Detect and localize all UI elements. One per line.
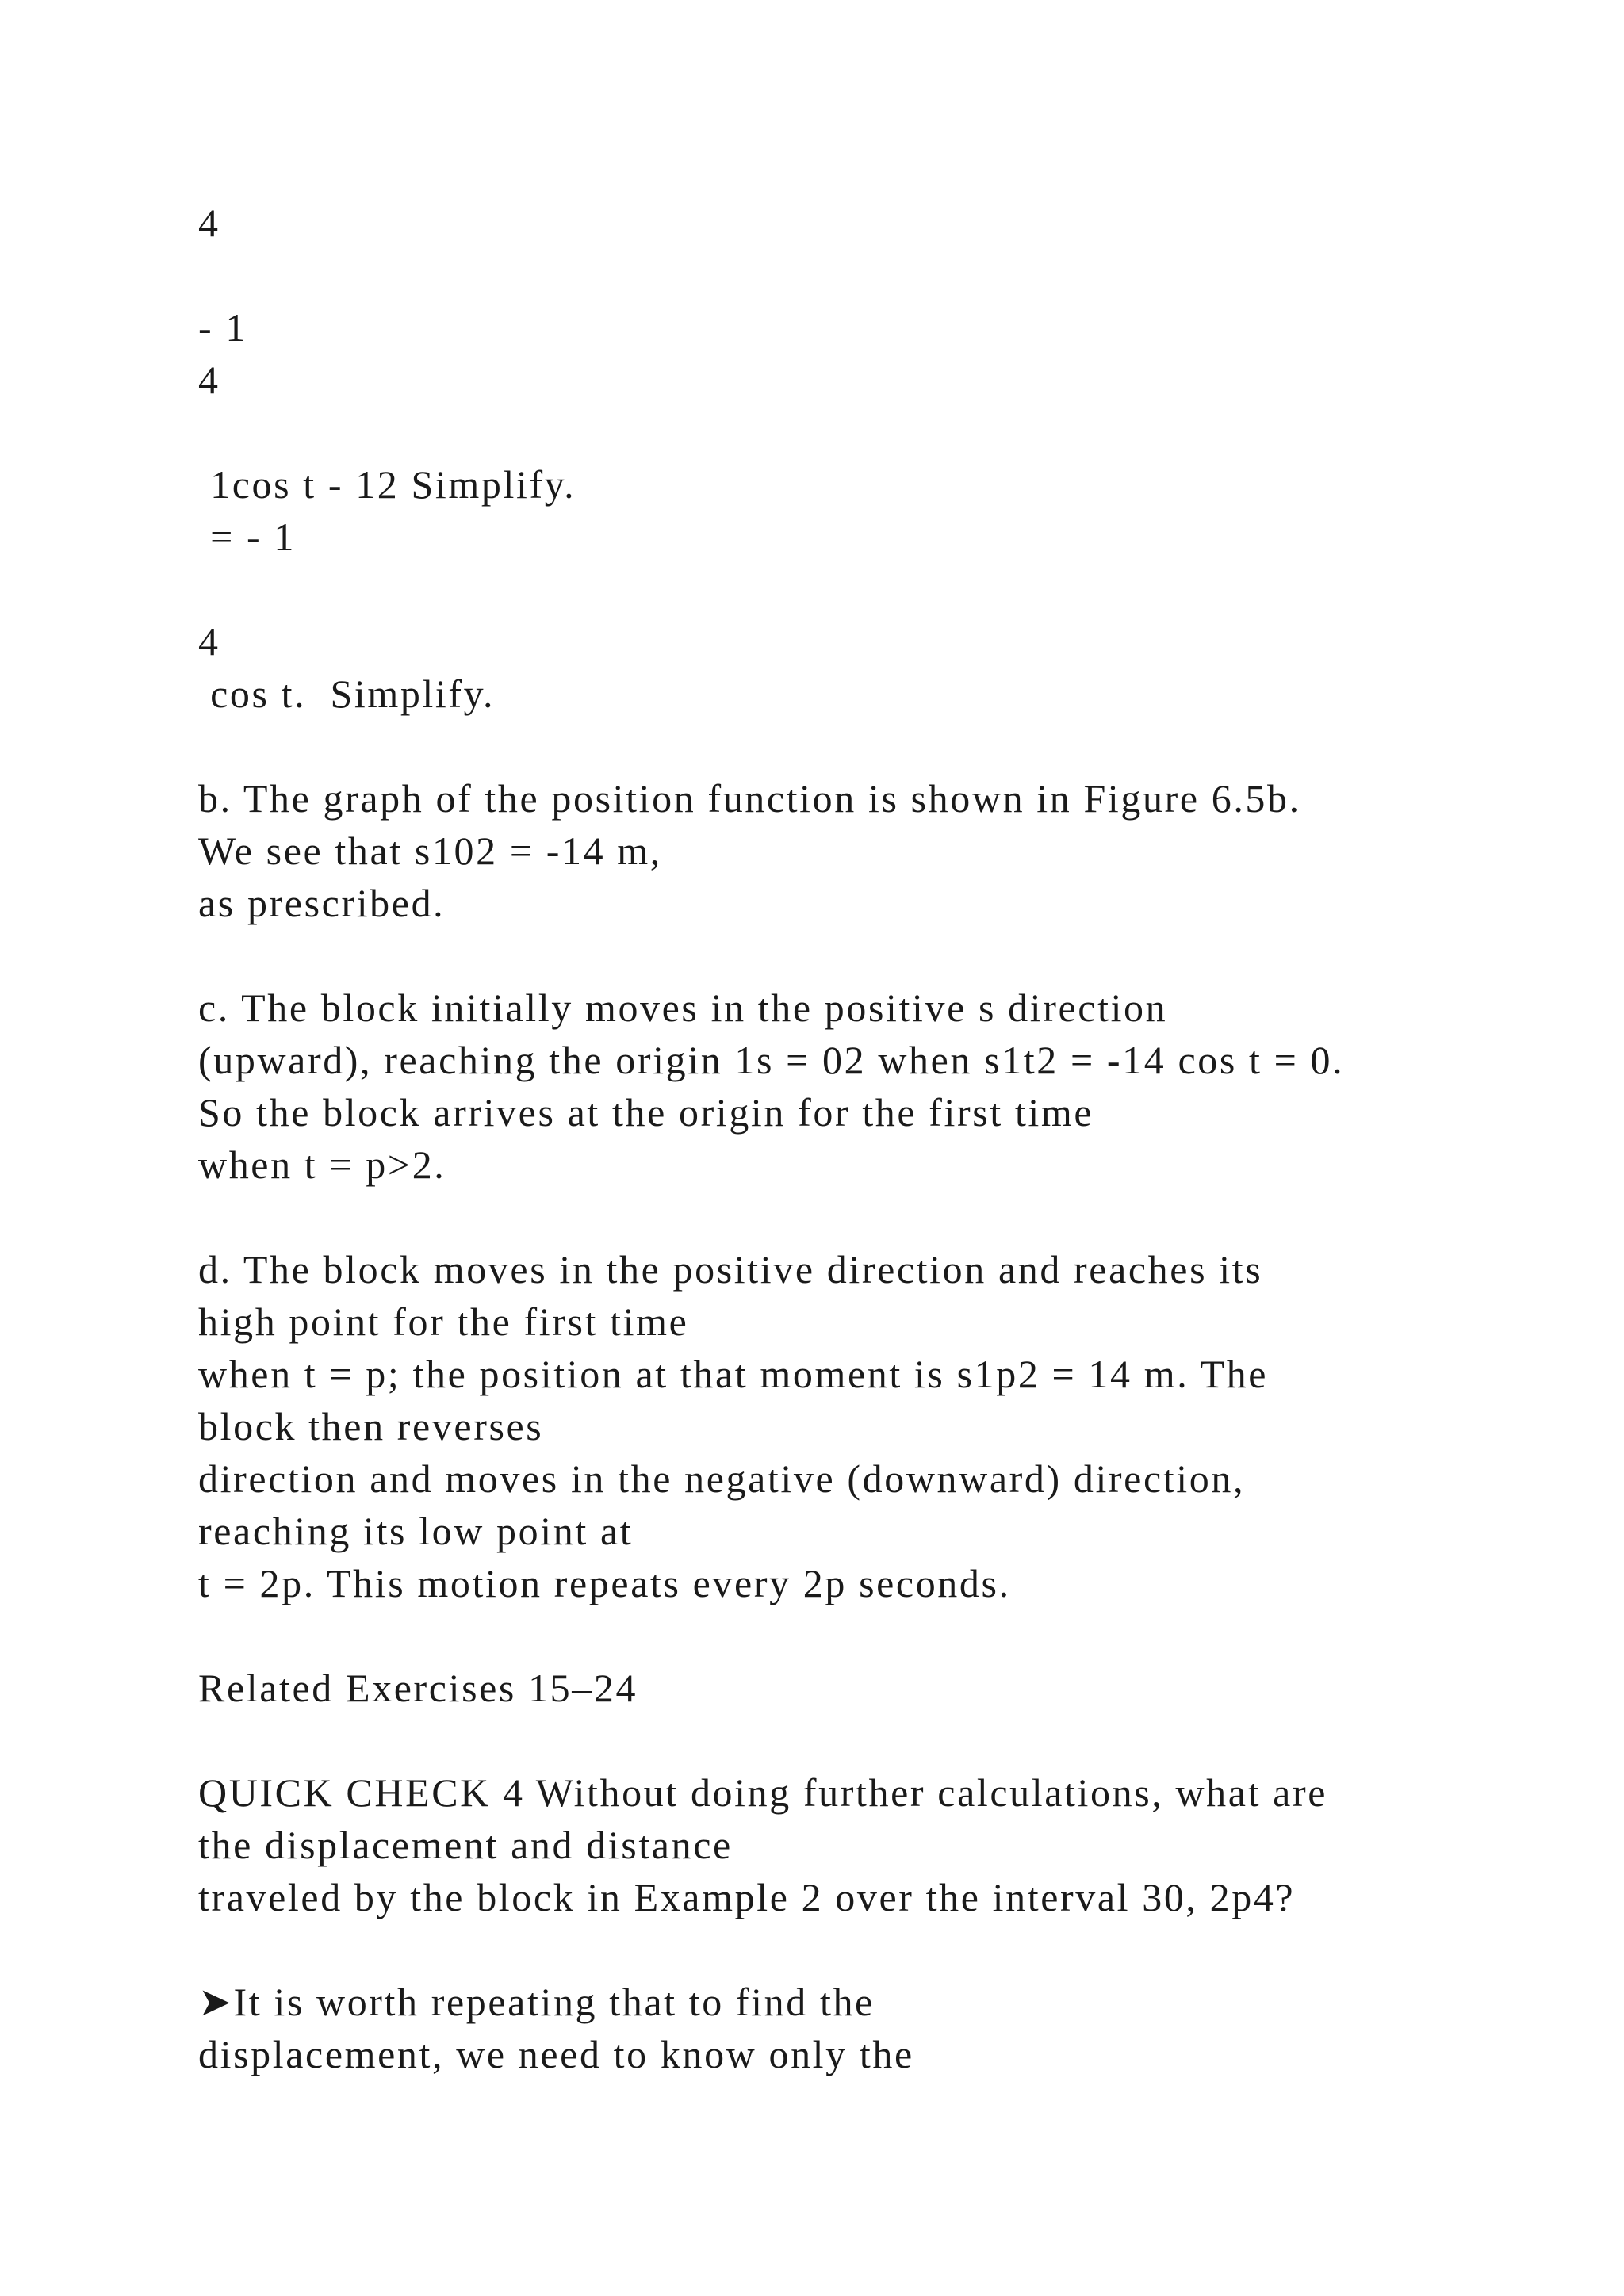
text-line: cos t. Simplify. [198,672,496,716]
text-line: reaching its low point at [198,1509,634,1553]
text-line: So the block arrives at the origin for the first time [198,1090,1094,1135]
text-line: ➤It is worth repeating that to find the [198,1980,875,2024]
text-line: traveled by the block in Example 2 over the interval 30, 2p4? [198,1875,1296,1919]
text-line: b. The graph of the position function is shown in Figure 6.5b. [198,776,1301,821]
text-line: 4 [198,358,220,402]
text-line: direction and moves in the negative (downward) direction, [198,1456,1246,1501]
text-line: block then reverses [198,1404,544,1448]
text-line: t = 2p. This motion repeats every 2p seconds. [198,1561,1011,1605]
text-line: 1cos t - 12 Simplify. [198,462,576,507]
text-line: QUICK CHECK 4 Without doing further calculations, what are [198,1770,1327,1815]
text-line: high point for the first time [198,1299,689,1344]
text-line: We see that s102 = -14 m, [198,828,662,873]
text-line: the displacement and distance [198,1823,733,1867]
text-line: = - 1 [198,515,296,559]
text-line: 4 [198,619,220,664]
text-line: 4 [198,201,220,245]
text-line: Related Exercises 15–24 [198,1666,638,1710]
text-line: when t = p>2. [198,1142,446,1187]
text-line: d. The block moves in the positive direction and reaches its [198,1247,1263,1292]
text-line: c. The block initially moves in the positive s direction [198,985,1168,1030]
text-line: (upward), reaching the origin 1s = 02 when s1t2 = -14 cos t = 0. [198,1038,1345,1082]
text-line: - 1 [198,305,247,350]
text-line: when t = p; the position at that moment is s1p2 = 14 m. The [198,1352,1269,1396]
text-line: as prescribed. [198,881,446,925]
text-line: displacement, we need to know only the [198,2032,914,2076]
